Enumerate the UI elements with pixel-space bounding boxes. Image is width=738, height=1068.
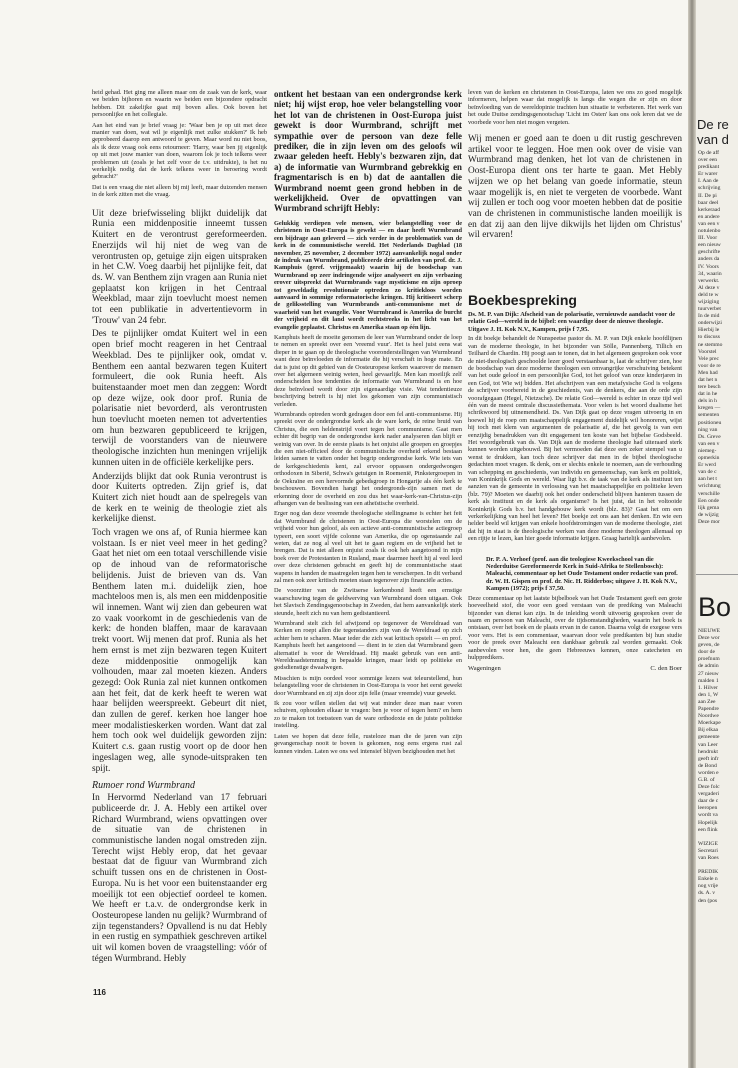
column-3 (468, 89, 682, 672)
column-2 (274, 89, 462, 758)
quote-paragraph: Laten we hopen dat deze felle, rusteloze man die de jaren van zijn gevangenschap nooit te boven is gekomen, nog eens ergens rust zal kunnen vinden. Laten we ons wel intensief blijven bezighouden met het (274, 732, 462, 755)
quote-paragraph: leven van de kerken en christenen in Oost-Europa, laten we ons zo goed mogelijk informeren, helpen waar dat mogelijk is langs die wegen die er zijn en door beïnvloeding van de wereldopinie trachten hun situatie te verbeteren. Het werk van het oude Duitse zendingsgenootschap 'Licht im Osten' kan ons ook leren dat we de voorbede voor hen niet mogen vergeten. (468, 89, 682, 126)
lead-paragraph: ontkent het bestaan van een ondergrondse kerk niet; hij wijst erop, hoe veler belangstelling voor het lot van de christenen in Oost-Europa juist gewekt is door Wurmbrand, schrijft met sympathie over de persoon van deze felle prediker, die in zijn leven om des geloofs wil zwaar geleden heeft. Hebly's bezwaren zijn, dat a) de informatie van Wurmbrand gebrekkig en fragmentarisch is en b) dat de aantallen die Wurmbrand noemt geen grond hebben in de werkelijkheid. Over de opvattingen van Wurmbrand schrijft Hebly: (274, 89, 462, 214)
body-paragraph: Wij menen er goed aan te doen u dit rustig geschreven artikel voor te leggen. Hoe men ook over de visie van Wurmbrand mag denken, het lot van de christenen in Oost-Europa dient ons ter harte te gaan. Met Hebly wijzen we op het belang van goede informatie, steun waar mogelijk is, en niet te vergeten de voorbede. Want wij zullen er toch oog voor moeten hebben dat de positie van de christenen in communistische landen moeilijk is en dat zij aan den lijve dikwijls het lijden om Christus' wil ervaren! (468, 134, 682, 241)
body-paragraph: Des te pijnlijker omdat Kuitert wel in een open brief mocht reageren in het Centraal Weekblad. Des te pijnlijker ook, omdat v. Benthem een aantal bezwaren tegen Kuitert formuleert, die ook Runia heeft. Als buitenstaander moet men dan zeggen: Wordt op deze wijze, ook door prof. Runia de polarisatie niet bevorderd, als verontrusten hun toevlucht moeten nemen tot advertenties om hun bezwaren gepubliceerd te krijgen, terwijl de voorstanders van de nieuwere theologische inzichten hun meningen vrijelijk kunnen uiten in de officiële kerkelijke pers. (92, 329, 267, 468)
next-page-heading: Bo (698, 592, 732, 622)
quote-paragraph: Ik zou voor willen stellen dat wij wat minder deze man naar voren schuiven, ophouden elkaar te vragen: ben je voor of tegen hem? en hem zo te maken tot toetssteen van de ware orthodoxie en de juiste politieke instelling. (274, 700, 462, 730)
block-quote (274, 220, 462, 755)
letter-paragraph: heid gehad. Het ging me alleen maar om de zaak van de kerk, waar we beiden bijhoren en waarin we beiden een bijzondere opdracht hebben. Dit zakelijke gaat mij boven alles. Ook boven het persoonlijke en het collegiale. (92, 89, 267, 119)
reviewer-signature (468, 665, 682, 672)
letter-excerpt (92, 89, 267, 199)
signature-place: Wageningen (468, 665, 501, 673)
book-review-text: In dit boekje behandelt de Nunspeetse pastor ds. M. P. van Dijk enkele hoofdlijnen van de moderne theologie, in het bijzonder van Sölle, Pannenberg, Tillich en Teilhard de Chardin. Hij poogt aan te tonen, dat in het algemeen gesproken ook voor de niet-theologisch geschoolde lezer goed verstaanbaar is, laat de schrijver zien, hoe de boodschap van deze moderne theologen een omvangrijke verschuiving betekent van het oude geloof in een persoonlijke God, tot het geloof van onze kinderjaren in een God, tot Wie wij bidden. Het afschrijven van een metafysische God is volgens de schrijver voorbereid in de geschiedenis, van de denkers, die aan de orde zijn voorafgegaan (Hegel, Nietzsche). De relatie God—wereld is echter in onze tijd wel één van de meest centrale discussiethemata. Voor velen is het woord dualisme het schrikwoord bij uitnemendheid. Ds. Van Dijk gaat op deze vragen uitvoerig in en hoewel hij de roep om maatschappelijk engagement duidelijk wil honoreren, wijst hij toch met klem van argumenten de polarisatie af, die het gevolg is van een eenzijdig benadrukken van dit engagement ten koste van het bijbelse Godsbeeld. Het woordgebruik van ds. Van Dijk aan de moderne theologie had uiteraard sterk kunnen worden uitgebouwd. Bij het vermoeden dat deze een zeker stempel van u wenst te drukken, kan toch deze schrijver dat men in de bijbel theologische gedachten moet vragen. Ik denk, om er slechts enkele te noemen, aan de verhouding van schepping en geschiedenis, van individu en gemeenschap, van kerk en politiek, van Koninkrijk Gods en wereld. Waar ligt b.v. de taak van de kerk als instituut ten aanzien van de gemeente in verlossing van het maatschappelijke en politieke leven (blz. 79)? Moeten we daarbij ook het onder onderscheid blijven hanteren tussen de kerk als instituut en de kerk als organisme? Is het juist, dat in het voltooide Koninkrijk Gods b.v. het handgebouw kerk wordt (blz. 83)? Gaat het om een verkerkelijking van heel het leven? Het boekje zet ons aan het denken. En wie een helder beeld wil krijgen van enkele hoofdstromingen van de moderne theologie, ziet dat hij in staat is de theologische werken van deze moderne theologen allemaal op een rijtje te lezen, kan hier goede informatie krijgen. Graag hartelijk aanbevolen. (468, 335, 682, 543)
column-1 (92, 89, 267, 968)
letter-paragraph: Dat is een vraag die niet alleen bij mij leeft, maar duizenden mensen in de kerk zitten met die vraag. (92, 183, 267, 199)
letter-paragraph: Aan het eind van je brief vraag je: 'Waar ben je op uit met deze manier van doen, wat wil je eigenlijk met zulke stukken?' Ik heb geprobeerd daarop een antwoord te geven. Maar word nu niet boos, als ik deze vraag ook eens retourneer: 'Harry, waar ben jij eigenlijk op uit met jouw manier van doen, waarom lok je toch telkens weer problemen uit (zoals je het zelf voor de t.v. uitdrukte), is het nu werkelijk nodig dat de kerk telkens weer in beroering wordt gebracht?' (92, 121, 267, 181)
section-title: Boekbespreking (468, 292, 577, 309)
quote-paragraph: Misschien is mijn oordeel voor sommige lezers wat teleurstellend, hun belangstelling voor de christenen in Oost-Europa is voor het eerst gewekt door Wurmbrand en zij zijn door zijn felle (maar vreemde) vuur gewekt. (274, 674, 462, 697)
next-page-title: De re (697, 117, 729, 132)
divider (696, 574, 738, 575)
signature-name: C. den Boer (650, 665, 682, 673)
book-gutter (688, 0, 696, 1068)
body-paragraph: Uit deze briefwisseling blijkt duidelijk dat Runia een middenpositie inneemt tussen Kuitert en de verontrust gereformeerden. Enerzijds wil hij niet de weg van de verontrusten op, getuige zijn eigen uitspraken in het C.W. Voeg daarbij het pijnlijke feit, dat ds. W. van Benthem zijn vragen aan Runia niet geplaatst kon krijgen in het Centraal Weekblad, maar zijn toevlucht moest nemen tot een publikatie in advertentievorm in 'Trouw' van 24 febr. (92, 208, 267, 326)
quote-paragraph: De voorzitter van de Zwitserse kerkenbond heeft een ernstige waarschuwing tegen de geldwerving van Wurmbrand doen uitgaan. Ook het Slavisch Zendingsgenootschap in Zweden, dat hem aanvankelijk sterk steunde, heeft zich nu van hem gedistantieerd. (274, 587, 462, 617)
page-number: 116 (93, 988, 106, 997)
quote-paragraph: Wurmbrand stelt zich fel afwijzend op tegenover de Wereldraad van Kerken en roept allen die tegenstanders zijn van de Wereldraad op zich achter hem te scharen. Maar ieder die zich wat kritisch opstelt — en prof. Kamphuis heeft het aangetoond — dient in te zien dat Wurmbrand geen alternatief is voor de Wereldraad. Hij maakt gebruik van een anti-Wereldraadstemming in bepaalde kringen, maar leidt op politieke en godsdienstige dwaalwegen. (274, 620, 462, 672)
quote-paragraph: Wurmbrands optreden wordt gedragen door een fel anti-communisme. Hij spreekt over de ondergrondse kerk als de ware kerk, de reine bruid van Christus, die een heldenstrijd voert tegen het communisme. Gaat men echter dit begrip van de ondergrondse kerk nader analyseren dan blijft er weinig van over. In de eerste plaats is het onjuist alle groepen en groepjes die een niet-officieel door de communistische overheid erkend bestaan leiden samen te vatten onder het begrip ondergrondse kerk. Wie iets van de kerkgeschiedenis kent, zal ervoor oppassen ondergedwongen orthodoxen in Siberië, Schwa's getuigen in Roemenië, Pinkstergroepen in de Oekraïne en een hervormde gebedsgroep in Hongarije als één kerk te beschouwen. Bovendien hangt het ondergronds-zijn samen met de erkenning door de overheid en zou dus het waar-kerk-van-Christus-zijn afhangen van de beslissing van een atheïstische overheid. (274, 411, 462, 507)
book-review-text: Deze commentaar op het laatste bijbelboek van het Oude Testament geeft een grote hoeveelheid stof, die voor een goed verstaan van de prediking van Maleachi bijzonder van dienst kan zijn. In de inleiding wordt uitvoerig gesproken over de naam en persoon van Maleachi, over de tijdsomstandigheden, waarin het boek is ontstaan, over het boek en de plaats ervan in de canon. Daarna volgt de exegese vers voor vers. Het is een commentaar, waarvan door vele predikanten bij hun studie voor de preek over Maleachi een dankbaar gebruik zal worden gemaakt. Ook aanbevolen voor hen, die geen Hebreeuws kennen, onze catecheten en hulppredikers. (468, 594, 682, 661)
quote-paragraph: Kamphuis heeft de moeite genomen de leer van Wurmbrand onder de loep te nemen en spreekt over een 'vreemd vuur'. Het is heel juist eens wat dieper in te gaan op de theologische vooronderstellingen van Wurmbrand want deze beïnvloeden de informatie die hij verschaft in hoge mate. En dat is juist op dit gebied van de Oosteuropese kerken waarover de mensen over het algemeen weinig weten, heel gevaarlijk. Men kan moeilijk zelf onderscheiden hoe tendenties de informatie van Wurmbrand is en hoe deze beïnvloed wordt door zijn eigenaardige visie. Wat tendentieuze beschrijving betreft is hij niet los gekomen van zijn communistisch verleden. (274, 333, 462, 408)
book-review-heading: Dr. P. A. Verhoef (prof. aan die teologiese Kweekschool van die Nederduitse Gereformeerde Kerk in Suid-Afrika te Stellenbosch): Maleachi, commentaar op het Oude Testament onder redactie van prof. dr. W. H. Gispen en prof. dr. Nic. H. Ridderbos; uitgave J. H. Kok N.V., Kampen (1972); prijs f 37,50. (486, 555, 678, 593)
book-review-heading: Ds. M. P. van Dijk: Afscheid van de polarisatie, vernieuwde aandacht voor de relatie God—wereld in de bijbel: een waardige door de nieuwe theologie. Uitgave J. H. Kok N.V., Kampen, prijs f 7,95. (468, 311, 676, 333)
quote-paragraph: Gelukkig verdiepen vele mensen, wier belangstelling voor de christenen in Oost-Europa is gewekt — en daar heeft Wurmbrand een bijdrage aan geleverd — zich verder in de problematiek van de kerk in de communistische wereld. Het Nederlands Dagblad (18 november, 25 november, 2 december 1972) aanvankelijk nogal onder de indruk van Wurmbrand, publiceerde drie artikelen van prof. dr. J. Kamphuis (geref. vrijgemaakt) waarin hij de boodschap van Wurmbrand op zeer indringende wijze analyseert en zijn verbazing erover uitspreekt dat Wurmbrands vage mysticisme en zijn oproep tot geweldadig revolutionair optreden zo kritiekloos worden aanvaard in sommige reformatorische kringen. Hij kritiseert scherp de geliksstelling van Wurmbrands anti-communisme met de waarheid van het evangelie. Voor Wurmbrand is Amerika de burcht der vrijheid en dit land wordt rechtstreeks in het licht van het evangelie geplaatst. Christus en Amerika staan op één lijn. (274, 219, 462, 331)
next-page-text: Op de aff over een predikant Er warer I. Aan de schrijving II. De pi baar deel kerkeraad en andere van een v notulenbo III. Voor een nieuw geschrifte anders da IV. Voors 34, waarin verwerkt. Al deze v deld te w wijziging tuurverbet In de mid onderwijzi Hierbij le to discuss ne stemmo Voorstel Vele prec voor de re Men had dat het n tere besch dat in he dels in h kregen — sementen positioneu ning van Ds. Greve van een v niemeg- opmerkin Er werd van de c aan het t wrichtung verschille Een onde lijk gema de wijzig Deze mor (698, 150, 723, 525)
next-page-edge (696, 0, 738, 1068)
body-paragraph: In Hervormd Nederland van 17 februari publiceerde dr. J. A. Hebly een artikel over Richard Wurmbrand, wiens opvattingen over de situatie van de christenen in communistische landen nogal omstreden zijn. Terecht wijst Hebly erop, dat het gevaar bestaat dat de figuur van Wurmbrand zich schuift tussen ons en de christenen in Oost-Europa. Nu is het voor een buitenstaander erg moeilijk tot een objectief oordeel te komen. We heeft er t.a.v. de ondergrondse kerk in Oosteuropese landen nu gelijk? Wurmbrand of zijn tegenstanders? Opvallend is nu dat Hebly in een rustig en sympathiek geschreven artikel uit wil komen boven de vraagstelling: vóór of tégen Wurmbrand. Hebly (92, 793, 267, 964)
quote-paragraph: Erger nog dan deze vreemde theologische stellingname is echter het feit dat Wurmbrand de christenen in Oost-Europa die worstelen om de vrijheid voor hun geloof, als een actieve anti-communistische actiegroep typeert, een soort vijfde colonne van Amerika, die op ogenstaande zal weten, dat ze nog al veel uit het te gaan regiem en de vrijheid het te brengen. Dat is niet alleen onjuist zoals ik ook heb aangetoond in mijn boek over de Protestanten in Rusland, maar daarmee heeft hij al veel leed over deze christenen gebracht en geeft hij de communistische staat wapens in handen de maatregelen tegen hen te verscherpen. In dit verband zal men ook zeer kritisch moeten staan tegenover zijn financiële acties. (274, 510, 462, 584)
body-paragraph: Anderzijds blijkt dat ook Runia verontrust is door Kuiterts optreden. Zijn grief is, dat Kuitert zich niet houdt aan de spelregels van de kerk en te weinig de theologie ziet als kerkelijke dienst. (92, 471, 267, 525)
next-page-title: van d (697, 132, 729, 147)
article-body (92, 209, 267, 775)
section-heading: Rumoer rond Wurmbrand (92, 780, 195, 792)
body-paragraph: Toch vragen we ons af, of Runia hiermee kan volstaan. Is er niet veel meer in het geding? Gaat het niet om een totaal verschillende visie op de inhoud van de reformatorische belijdenis. Juist de brieven van ds. Van Benthem laten m.i. duidelijk zien, hoe machteloos men is, als men een middenpositie wil innemen. Want wij zien dan gebeuren wat zo vaak voorkomt in de geschiedenis van de kerk: de honden blaffen, maar de karavaan trekt voort. Wij menen dat prof. Runia als het hem ernst is met zijn bezwaren tegen Kuitert deze middenpositie onmogelijk kan volhouden, maar zal moeten kiezen. Anders gezegd: Ook Runia zal niet kunnen ontkomen aan het feit, dat de kerk heeft te weren wat haar belijden weerspreekt. Gebeurt dit niet, dan zullen de geref. kerken hoe langer hoe meer modalistieskerken worden. Want dat zal hem toch ook wel duidelijk geworden zijn: Kuitert c.s. gaan rustig voort op de door hen ingeslagen weg, alle synode-uitspraken ten spijt. (92, 528, 267, 774)
next-page-text: NIEUWE Deze wor geven, de door de proefnum de admin 27 nieuw malden 1 1. Hilver den 1, W aan Zee Papendre Noordwe Moerkape Bij elkaa gemeente van Leer hendrukt geeft infr de Bond worden e G.B. of Deze folc vergaderi daar de c leeropen wordt va Hopelijk een flink WIZIGE Secretari van Roes PREDIK Enkele n nog vrije ds. A. v den (pos (698, 628, 721, 904)
